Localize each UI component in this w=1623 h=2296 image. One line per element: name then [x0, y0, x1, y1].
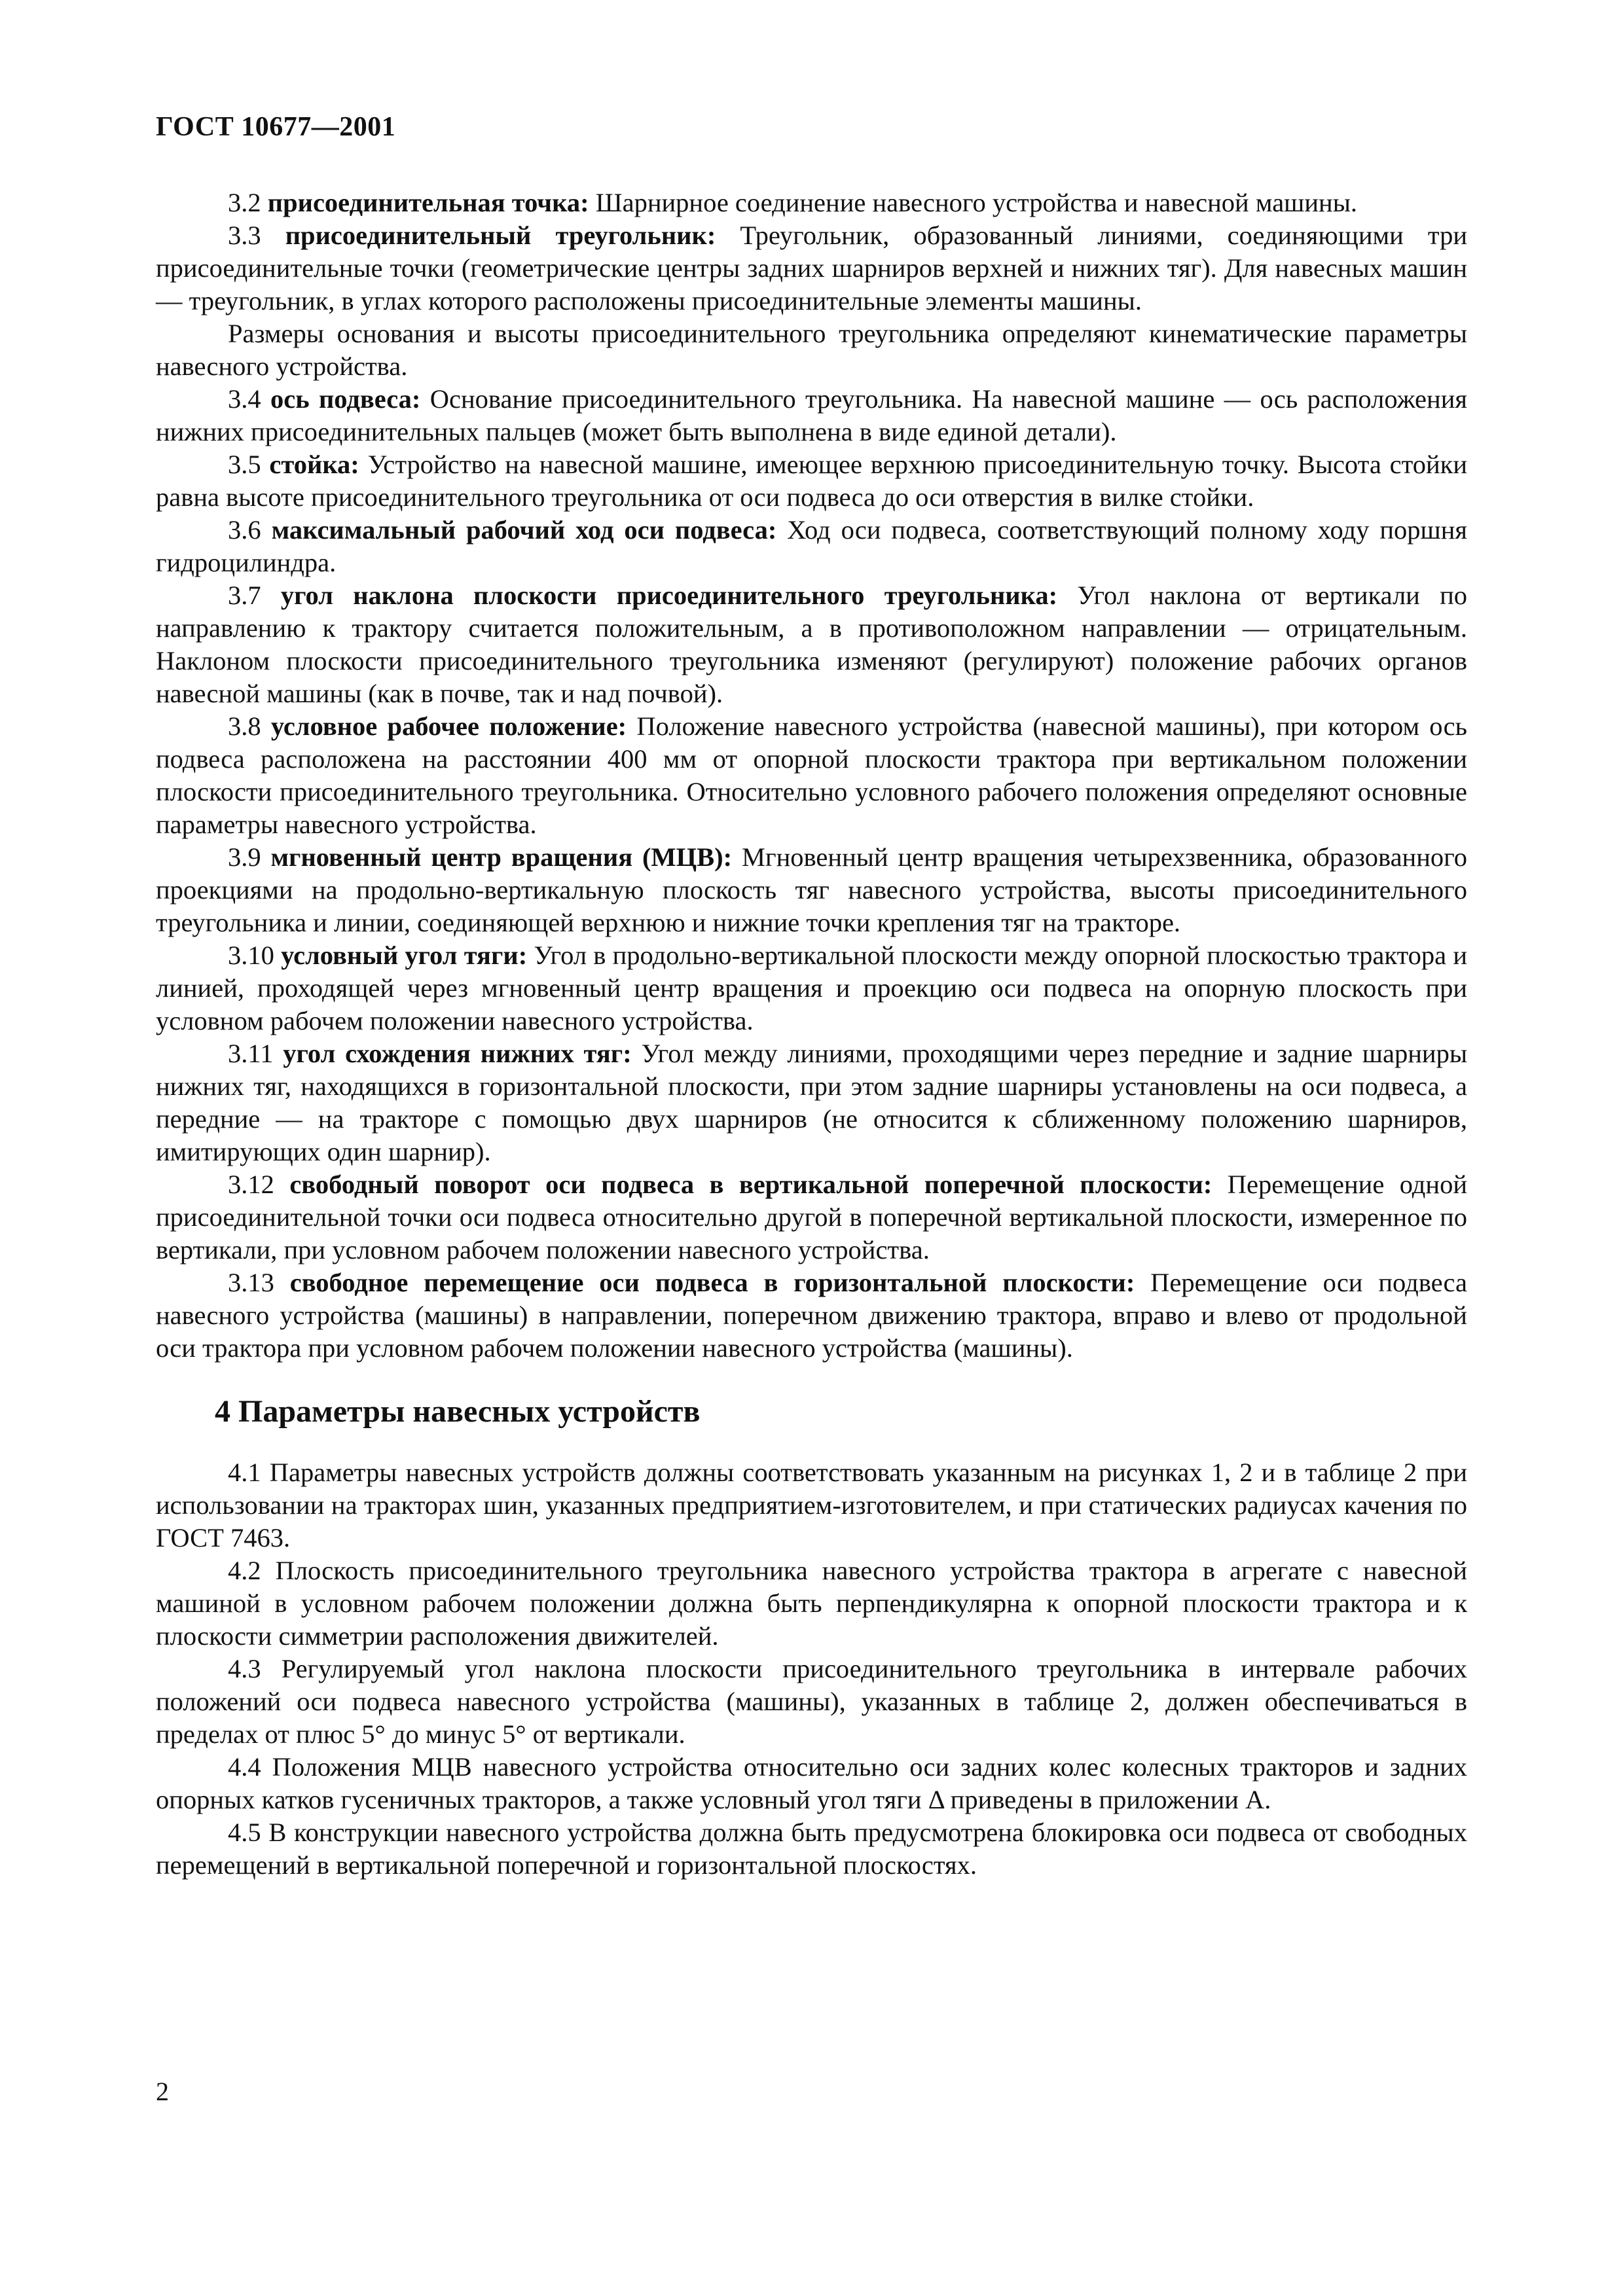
clause-term: максимальный рабочий ход оси подвеса:	[271, 515, 777, 545]
clause-3-3-note: Размеры основания и высоты присоединительного треугольника определяют кинематические параметры навесного устройства.	[156, 319, 1467, 381]
clause-term: присоединительная точка:	[267, 188, 589, 217]
clause-text: Основание присоединительного треугольника. На навесной машине — ось расположения нижних присоединительных пальцев (может быть выполнена в виде единой детали).	[156, 384, 1467, 446]
clause-number: 3.2	[228, 188, 261, 217]
clause-text: Мгновенный центр вращения четырехзвенника, образованного проекциями на продольно-вертикальную плоскость тяг навесного устройства, высоты присоединительного треугольника и линии, соединяющей верхнюю и нижние точки крепления тяг на тракторе.	[156, 842, 1468, 937]
clause-term: ось подвеса:	[270, 384, 421, 414]
clause-number: 3.12	[228, 1170, 274, 1199]
clause-number: 3.13	[228, 1268, 274, 1297]
clause-number: 3.4	[228, 384, 261, 414]
clause-number: 3.11	[228, 1039, 274, 1068]
clause-term: свободный поворот оси подвеса в вертикальной поперечной плоскости:	[289, 1170, 1213, 1199]
clause-term: мгновенный центр вращения (МЦВ):	[270, 842, 733, 872]
clause-3-13	[156, 1266, 1467, 1365]
clause-number: 3.10	[228, 941, 274, 970]
clause-term: присоединительный треугольник:	[285, 221, 716, 250]
clause-3-12	[156, 1168, 1467, 1266]
clause-term: условный угол тяги:	[281, 941, 528, 970]
clause-text: Положение навесного устройства (навесной машины), при котором ось подвеса расположена на расстоянии 400 мм от опорной плоскости трактора при вертикальном положении плоскости присоединительного треугольника. Относительно условного рабочего положения определяют основные параметры навесного устройства.	[156, 711, 1468, 839]
clause-term: свободное перемещение оси подвеса в горизонтальной плоскости:	[289, 1268, 1135, 1297]
document-body	[156, 187, 1467, 1882]
clause-number: 3.8	[228, 711, 261, 741]
clause-number: 3.6	[228, 515, 261, 545]
clause-4-5: 4.5 В конструкции навесного устройства должна быть предусмотрена блокировка оси подвеса от свободных перемещений в вертикальной поперечной и горизонтальной плоскостях.	[156, 1818, 1467, 1880]
clause-text: Угол между линиями, проходящими через передние и задние шарниры нижних тяг, находящихся в горизонтальной плоскости, при этом задние шарниры установлены на оси подвеса, а передние — на тракторе с помощью двух шарниров (не относится к сближенному положению шарниров, имитирующих один шарнир).	[156, 1039, 1468, 1166]
clause-text: Угол в продольно-вертикальной плоскости между опорной плоскостью трактора и линией, проходящей через мгновенный центр вращения и проекцию оси подвеса на опорную плоскость при условном рабочем положении навесного устройства.	[156, 941, 1468, 1035]
clause-text: Ход оси подвеса, соответствующий полному ходу поршня гидроцилиндра.	[156, 515, 1468, 577]
clause-3-11	[156, 1037, 1467, 1168]
clause-3-7	[156, 579, 1467, 710]
page-number: 2	[156, 2077, 169, 2106]
clause-text: Перемещение одной присоединительной точки оси подвеса относительно другой в поперечной вертикальной плоскости, измеренное по вертикали, при условном рабочем положении навесного устройства.	[156, 1170, 1468, 1265]
document-code-header: ГОСТ 10677—2001	[156, 112, 396, 142]
section-4-heading: 4 Параметры навесных устройств	[215, 1394, 701, 1429]
clause-text: Треугольник, образованный линиями, соединяющими три присоединительные точки (геометрические центры задних шарниров верхней и нижних тяг). Для навесных машин — треугольник, в углах которого расположены присоединительные элементы машины.	[156, 221, 1468, 315]
clause-3-9	[156, 841, 1467, 939]
clause-term: условное рабочее положение:	[270, 711, 627, 741]
clause-number: 3.3	[228, 221, 261, 250]
clause-text: Угол наклона от вертикали по направлению к трактору считается положительным, а в противоположном направлении — отрицательным. Наклоном плоскости присоединительного треугольника изменяют (регулируют) положение рабочих органов навесной машины (как в почве, так и над почвой).	[156, 581, 1468, 708]
clause-3-6	[156, 514, 1467, 579]
clause-3-8	[156, 710, 1467, 841]
clause-number: 3.7	[228, 581, 261, 610]
clause-text: Шарнирное соединение навесного устройства и навесной машины.	[595, 188, 1358, 217]
clause-3-5	[156, 448, 1467, 514]
clause-term: стойка:	[269, 450, 359, 479]
clause-3-10	[156, 939, 1467, 1037]
clause-4-3: 4.3 Регулируемый угол наклона плоскости присоединительного треугольника в интервале рабочих положений оси подвеса навесного устройства (машины), указанных в таблице 2, должен обеспечиваться в пределах от плюс 5° до минус 5° от вертикали.	[156, 1654, 1467, 1749]
clause-number: 3.9	[228, 842, 261, 872]
clause-4-1: 4.1 Параметры навесных устройств должны соответствовать указанным на рисунках 1, 2 и в таблице 2 при использовании на тракторах шин, указанных предприятием-изготовителем, и при статических радиусах качения по ГОСТ 7463.	[156, 1458, 1467, 1552]
clause-term: угол схождения нижних тяг:	[283, 1039, 632, 1068]
clause-3-2	[156, 187, 1467, 219]
clause-3-4	[156, 383, 1467, 448]
clause-term: угол наклона плоскости присоединительного треугольника:	[280, 581, 1058, 610]
clause-number: 3.5	[228, 450, 261, 479]
clause-4-2: 4.2 Плоскость присоединительного треугольника навесного устройства трактора в агрегате с навесной машиной в условном рабочем положении должна быть перпендикулярна к опорной плоскости трактора и к плоскости симметрии расположения движителей.	[156, 1556, 1467, 1651]
clause-text: Перемещение оси подвеса навесного устройства (машины) в направлении, поперечном движению трактора, вправо и влево от продольной оси трактора при условном рабочем положении навесного устройства (машины).	[156, 1268, 1468, 1363]
clause-4-4: 4.4 Положения МЦВ навесного устройства относительно оси задних колес колесных тракторов и задних опорных катков гусеничных тракторов, а также условный угол тяги Δ приведены в приложении А.	[156, 1752, 1467, 1814]
clause-3-3	[156, 219, 1467, 317]
clause-text: Устройство на навесной машине, имеющее верхнюю присоединительную точку. Высота стойки равна высоте присоединительного треугольника от оси подвеса до оси отверстия в вилке стойки.	[156, 450, 1468, 512]
